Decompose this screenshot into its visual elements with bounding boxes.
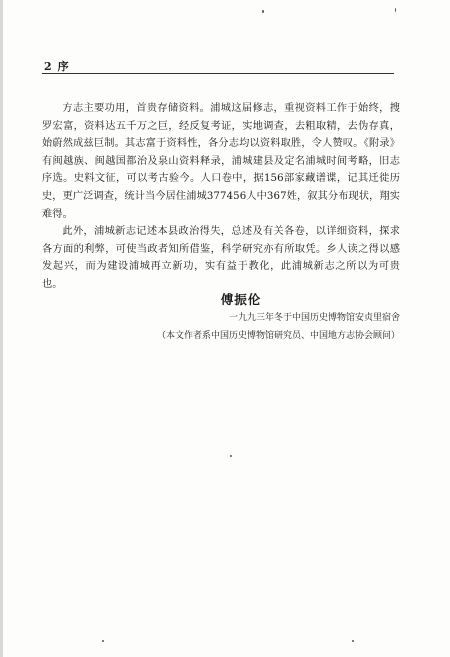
body-text xyxy=(42,100,400,294)
scan-speck xyxy=(102,640,104,642)
scan-edge xyxy=(0,0,3,657)
scan-speck xyxy=(395,8,396,12)
author-note: （本文作者系中国历史博物馆研究员、中国地方志协会顾问） xyxy=(156,331,400,341)
author-name: 傅振伦 xyxy=(220,292,262,307)
scan-speck xyxy=(262,10,264,13)
paragraph-2: 此外，浦城新志记述本县政治得失，总述及有关各卷，以详细资料，探求各方面的利弊，可使当政者知所借鉴，科学研究亦有所取凭。乡人读之得以感发起兴，而为建设浦城再立新功，实有益于教化，此浦城新志之所以为可贵也。 xyxy=(42,226,400,290)
section-title: 序 xyxy=(57,60,69,73)
header-rule xyxy=(42,73,394,74)
scan-speck xyxy=(352,640,354,642)
page-header xyxy=(44,58,394,74)
signature-block xyxy=(42,290,400,341)
scan-speck xyxy=(230,455,232,457)
date-place: 一九九三年冬于中国历史博物馆安贞里宿舍 xyxy=(228,313,400,323)
page-number: 2 xyxy=(44,60,52,73)
paragraph-1: 方志主要功用，首贵存储资料。浦城这届修志，重视资料工作于始终，搜罗宏富，资料达五千万之巨，经反复考证，实地调查，去粗取精，去伪存真，始蔚然成兹巨制。其志富于资料性，各分志均以资料取胜，令人赞叹。《附录》有闽越族、闽越国都治及泉山资料释录，浦城建县及定名浦城时间考略，旧志序选。史料文征，可以考古验今。人口卷中，据156部家藏谱谍，记其迁徙历史，更广泛调查，统计当今居住浦城377456人中367姓，叙其分布现状，翔实难得。 xyxy=(42,103,400,220)
